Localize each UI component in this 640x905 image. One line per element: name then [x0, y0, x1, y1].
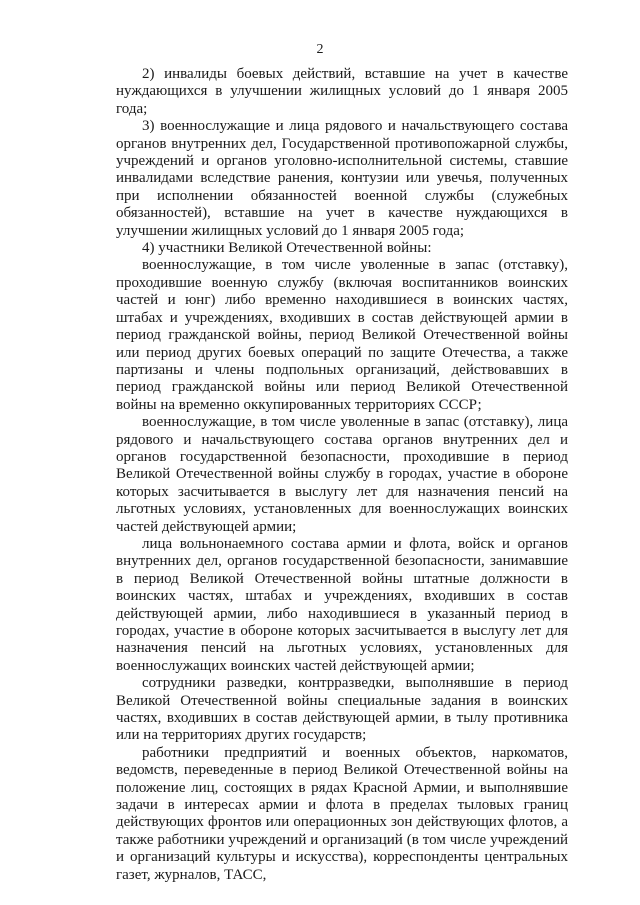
page-number: 2 [316, 42, 324, 57]
paragraph-enterprise-workers: работники предприятий и военных объектов, наркоматов, ведомств, переведенные в период Великой Отечественной войны на положение лиц, состоящих в рядах Красной Армии, и выполнявшие задачи в интересах армии и флота в пределах тыловых границ действующих фронтов или операционных зон действующих флотов, а также работники учреждений и организаций (в том числе учреждений и организаций культуры и искусства), корреспонденты центральных газет, журналов, ТАСС, [116, 744, 568, 883]
paragraph-civilian-staff: лица вольнонаемного состава армии и флота, войск и органов внутренних дел, органов государственной безопасности, занимавшие в период Великой Отечественной войны штатные должности в воинских частях, штабах и учреждениях, входивших в состав действующей армии, либо находившиеся в указанный период в городах, участие в обороне которых засчитывается в выслугу лет для назначения пенсий на льготных условиях, установленных для военнослужащих воинских частей действующей армии; [116, 535, 568, 674]
paragraph-intelligence-officers: сотрудники разведки, контрразведки, выполнявшие в период Великой Отечественной войны специальные задания в воинских частях, входивших в состав действующей армии, в тылу противника или на территориях других государств; [116, 675, 568, 744]
paragraph-item-4: 4) участники Великой Отечественной войны: [142, 240, 432, 257]
paragraph-item-2: 2) инвалиды боевых действий, вставшие на учет в качестве нуждающихся в улучшении жилищных условий до 1 января 2005 года; [116, 66, 568, 117]
document-body [116, 66, 568, 884]
paragraph-military-personnel: военнослужащие, в том числе уволенные в запас (отставку), проходившие военную службу (включая воспитанников воинских частей и юнг) либо временно находившиеся в воинских частях, штабах и учреждениях, входивших в состав действующей армии в период гражданской войны, период Великой Отечественной войны или период других боевых операций по защите Отечества, а также партизаны и члены подпольных организаций, действовавших в период гражданской войны или период Великой Отечественной войны на временно оккупированных территориях СССР; [116, 257, 568, 413]
paragraph-internal-affairs-personnel: военнослужащие, в том числе уволенные в запас (отставку), лица рядового и начальствующего состава органов внутренних дел и органов государственной безопасности, проходившие в период Великой Отечественной войны службу в городах, участие в обороне которых засчитывается в выслугу лет для назначения пенсий на льготных условиях, установленных для военнослужащих воинских частей действующей армии; [116, 414, 568, 535]
paragraph-item-3: 3) военнослужащие и лица рядового и начальствующего состава органов внутренних дел, Государственной противопожарной службы, учреждений и органов уголовно-исполнительной системы, ставшие инвалидами вследствие ранения, контузии или увечья, полученных при исполнении обязанностей военной службы (служебных обязанностей), вставшие на учет в качестве нуждающихся в улучшении жилищных условий до 1 января 2005 года; [116, 118, 568, 239]
